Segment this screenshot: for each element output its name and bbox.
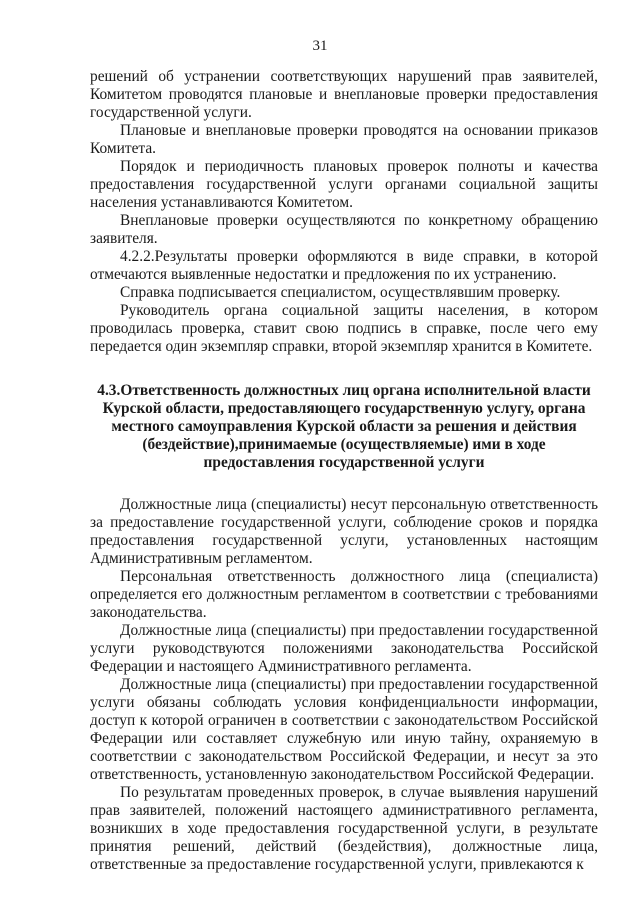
inspection-section [90, 68, 598, 356]
paragraph: Порядок и периодичность плановых проверок полноты и качества предоставления государственной услуги органами социальной защиты населения устанавливаются Комитетом. [90, 158, 598, 211]
section-heading: 4.3.Ответственность должностных лиц органа исполнительной власти Курской области, предоставляющего государственную услугу, органа местного самоуправления Курской области за решения и действия (бездействие),принимаемые (осуществляемые) ими в ходе предоставления государственной услуги [97, 382, 591, 471]
paragraph: 4.2.2.Результаты проверки оформляются в виде справки, в которой отмечаются выявленные недостатки и предложения по их устранению. [90, 248, 598, 283]
page-number: 31 [312, 38, 328, 54]
responsibility-section [90, 496, 598, 874]
paragraph: Руководитель органа социальной защиты населения, в котором проводилась проверка, ставит свою подпись в справке, после чего ему передается один экземпляр справки, второй экземпляр хранится в Комитете. [90, 302, 598, 355]
page-content [90, 68, 598, 874]
paragraph: Внеплановые проверки осуществляются по конкретному обращению заявителя. [90, 212, 598, 247]
paragraph: Должностные лица (специалисты) при предоставлении государственной услуги обязаны соблюдать условия конфиденциальности информации, доступ к которой ограничен в соответствии с законодательством Российской Федерации или составляет служебную или иную тайну, охраняемую в соответствии с законодательством Российской Федерации, и несут за это ответственность, установленную законодательством Российской Федерации. [90, 676, 598, 783]
paragraph: По результатам проведенных проверок, в случае выявления нарушений прав заявителей, положений настоящего административного регламента, возникших в ходе предоставления государственной услуги, в результате принятия решений, действий (бездействия), должностные лица, ответственные за предоставление государственной услуги, привлекаются к [90, 784, 598, 873]
paragraph: Плановые и внеплановые проверки проводятся на основании приказов Комитета. [90, 122, 598, 157]
paragraph: Должностные лица (специалисты) при предоставлении государственной услуги руководствуются положениями законодательства Российской Федерации и настоящего Административного регламента. [90, 622, 598, 675]
paragraph: решений об устранении соответствующих нарушений прав заявителей, Комитетом проводятся плановые и внеплановые проверки предоставления государственной услуги. [90, 68, 598, 121]
paragraph: Персональная ответственность должностного лица (специалиста) определяется его должностным регламентом в соответствии с требованиями законодательства. [90, 568, 598, 621]
paragraph: Должностные лица (специалисты) несут персональную ответственность за предоставление государственной услуги, соблюдение сроков и порядка предоставления государственной услуги, установленных настоящим Административным регламентом. [90, 496, 598, 567]
paragraph: Справка подписывается специалистом, осуществлявшим проверку. [120, 284, 561, 301]
